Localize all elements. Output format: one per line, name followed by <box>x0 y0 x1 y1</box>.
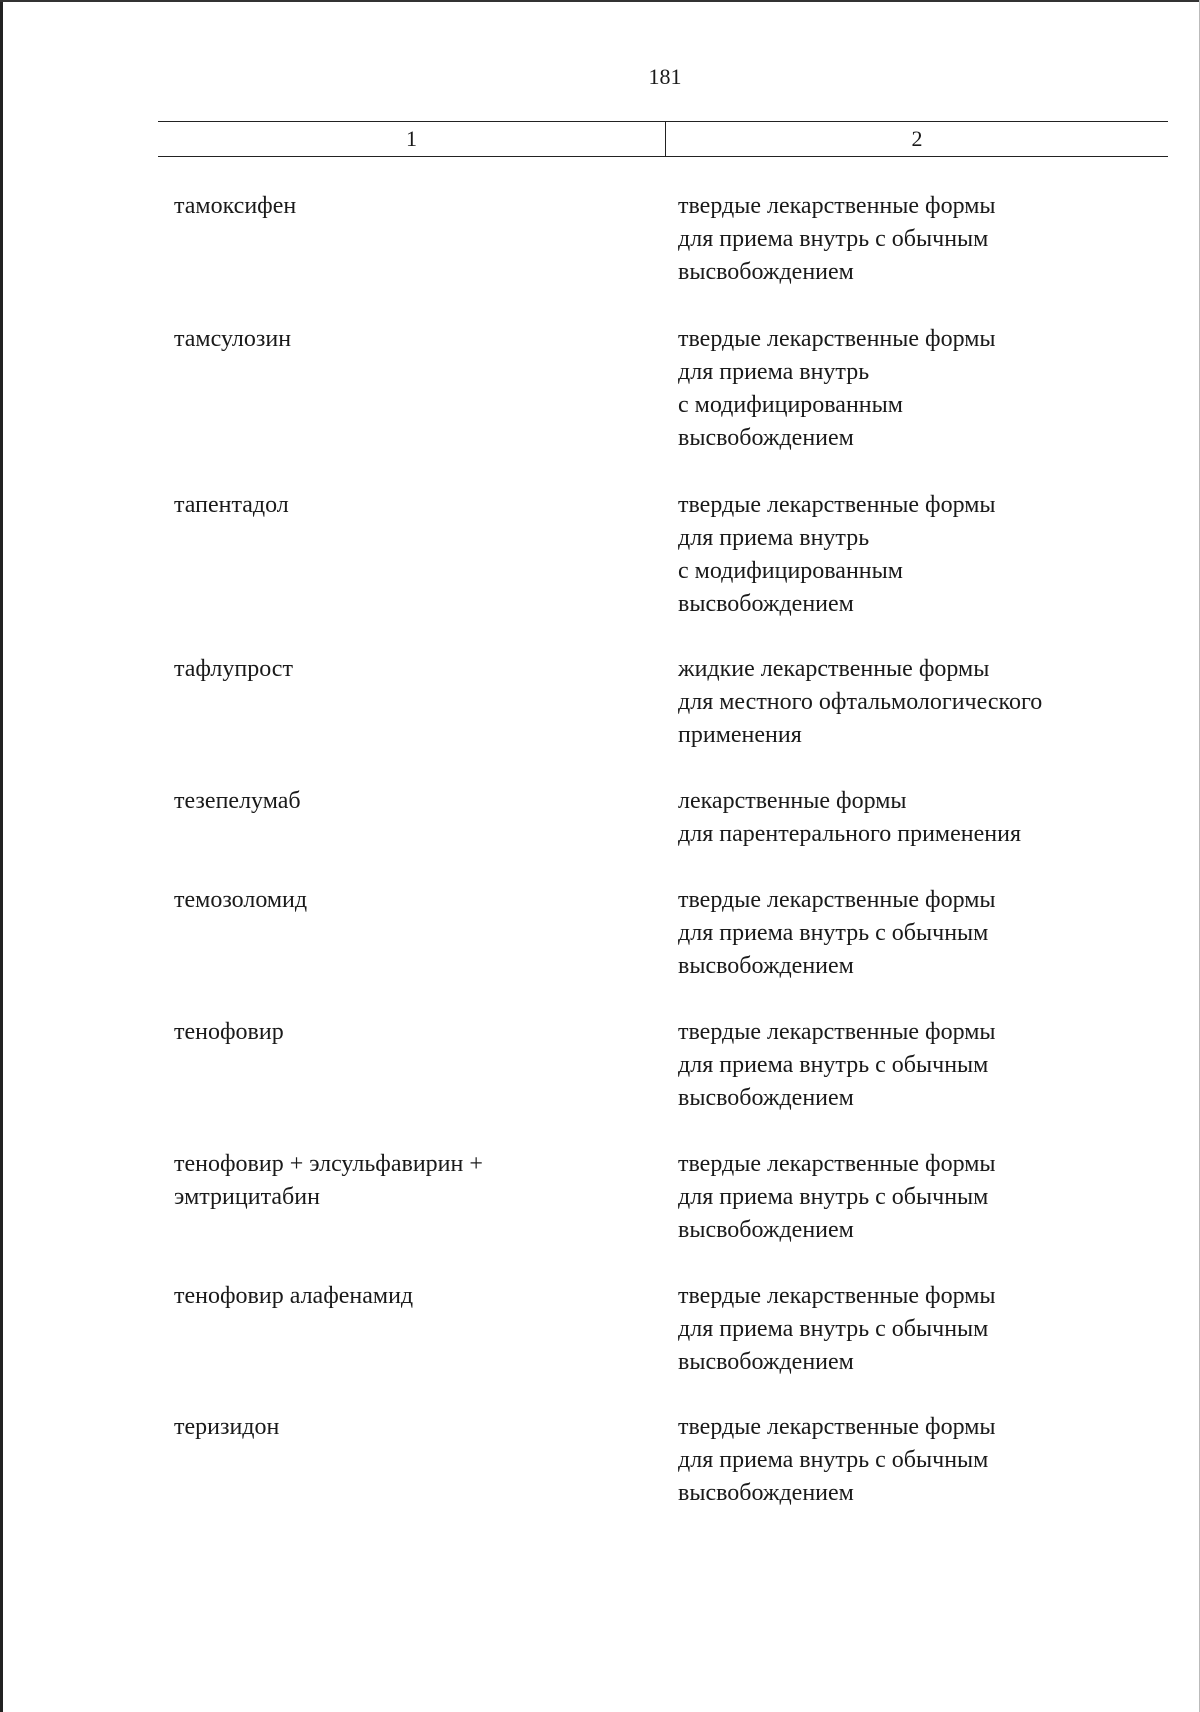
drug-name-line: тамоксифен <box>174 193 297 219</box>
dosage-form-line: высвобождением <box>678 591 854 617</box>
dosage-form-line: высвобождением <box>678 1480 854 1506</box>
dosage-form-line: для приема внутрь <box>678 525 870 551</box>
dosage-form-line: твердые лекарственные формы <box>678 887 996 913</box>
dosage-form-cell <box>678 489 1178 621</box>
dosage-form-line: высвобождением <box>678 1085 854 1111</box>
dosage-form-line: для приема внутрь с обычным <box>678 226 989 252</box>
drug-name-cell <box>174 653 654 686</box>
dosage-form-line: твердые лекарственные формы <box>678 492 996 518</box>
page-number: 181 <box>648 64 682 89</box>
drug-name-cell <box>174 190 654 223</box>
dosage-form-cell <box>678 1280 1178 1379</box>
drug-name-cell <box>174 489 654 522</box>
dosage-form-line: высвобождением <box>678 1217 854 1243</box>
drug-name-cell <box>174 323 654 356</box>
drug-name-line: тафлупрост <box>174 656 293 682</box>
drug-name-cell <box>174 1148 654 1214</box>
drug-name-line: тенофовир алафенамид <box>174 1283 414 1309</box>
dosage-form-line: лекарственные формы <box>678 788 907 814</box>
dosage-form-line: для приема внутрь с обычным <box>678 1316 989 1342</box>
dosage-form-line: высвобождением <box>678 1349 854 1375</box>
dosage-form-cell <box>678 1411 1178 1510</box>
drug-name-line: тапентадол <box>174 492 289 518</box>
dosage-form-cell <box>678 190 1178 289</box>
dosage-form-line: твердые лекарственные формы <box>678 1151 996 1177</box>
drug-name-line: эмтрицитабин <box>174 1184 320 1210</box>
header-cell-1: 1 <box>406 126 417 151</box>
drug-name-line: теризидон <box>174 1414 280 1440</box>
dosage-form-line: высвобождением <box>678 425 854 451</box>
dosage-form-line: для парентерального применения <box>678 821 1021 847</box>
dosage-form-line: для приема внутрь с обычным <box>678 920 989 946</box>
dosage-form-cell <box>678 785 1178 851</box>
dosage-form-line: твердые лекарственные формы <box>678 1414 996 1440</box>
dosage-form-line: высвобождением <box>678 953 854 979</box>
dosage-form-line: жидкие лекарственные формы <box>678 656 990 682</box>
dosage-form-line: для приема внутрь <box>678 359 870 385</box>
drug-name-cell <box>174 1016 654 1049</box>
drug-name-cell <box>174 785 654 818</box>
dosage-form-cell <box>678 884 1178 983</box>
dosage-form-line: с модифицированным <box>678 558 903 584</box>
dosage-form-line: твердые лекарственные формы <box>678 326 996 352</box>
dosage-form-line: для местного офтальмологического <box>678 689 1043 715</box>
dosage-form-line: твердые лекарственные формы <box>678 1019 996 1045</box>
dosage-form-line: высвобождением <box>678 259 854 285</box>
drug-name-cell <box>174 1411 654 1444</box>
header-cell-2: 2 <box>911 126 923 151</box>
drug-name-line: тезепелумаб <box>174 788 301 814</box>
drug-name-cell <box>174 884 654 917</box>
scan-edge-top <box>0 0 1200 2</box>
drug-name-line: тенофовир + элсульфавирин + <box>174 1151 483 1177</box>
dosage-form-cell <box>678 1016 1178 1115</box>
dosage-form-line: с модифицированным <box>678 392 903 418</box>
dosage-form-cell <box>678 653 1178 752</box>
dosage-form-cell <box>678 323 1178 455</box>
dosage-form-line: для приема внутрь с обычным <box>678 1052 989 1078</box>
drug-name-line: тенофовир <box>174 1019 284 1045</box>
table-header-rule <box>158 156 1168 157</box>
dosage-form-line: твердые лекарственные формы <box>678 1283 996 1309</box>
scan-edge-left <box>0 0 3 1712</box>
dosage-form-line: для приема внутрь с обычным <box>678 1447 989 1473</box>
dosage-form-line: применения <box>678 722 802 748</box>
dosage-form-line: для приема внутрь с обычным <box>678 1184 989 1210</box>
drug-name-cell <box>174 1280 654 1313</box>
dosage-form-line: твердые лекарственные формы <box>678 193 996 219</box>
table-top-rule <box>158 121 1168 122</box>
dosage-form-cell <box>678 1148 1178 1247</box>
drug-name-line: тамсулозин <box>174 326 292 352</box>
drug-name-line: темозоломид <box>174 887 308 913</box>
